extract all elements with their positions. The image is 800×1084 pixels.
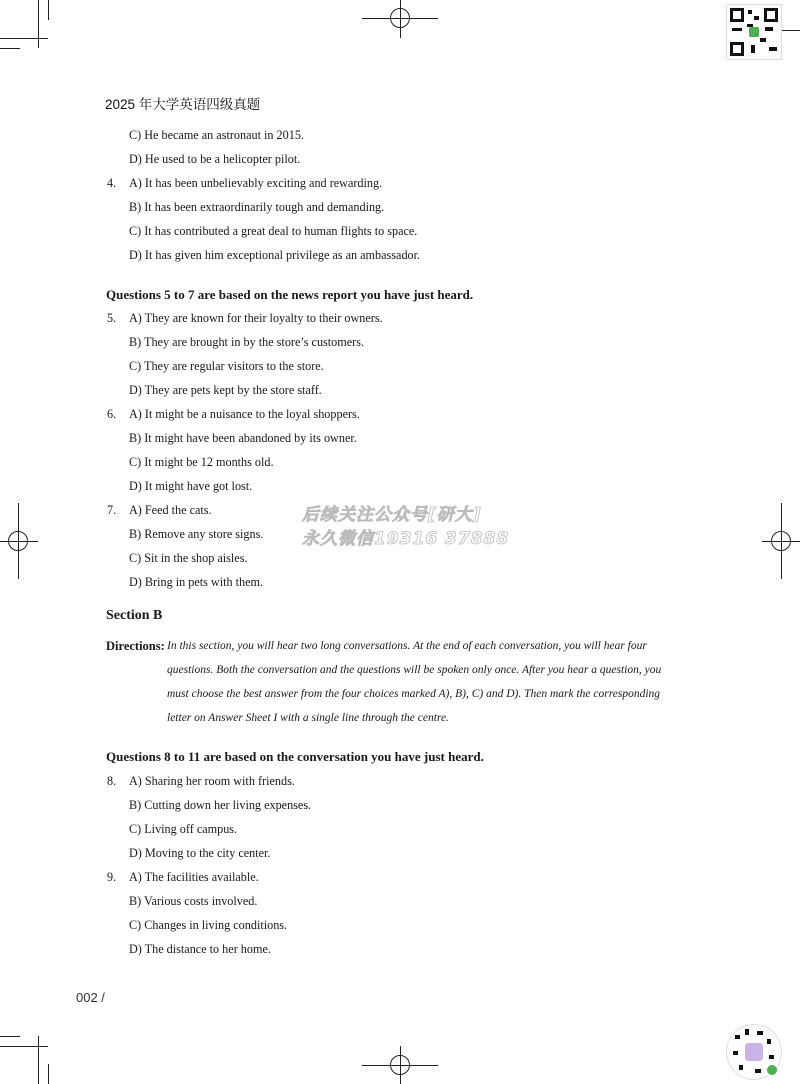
option-9d: D) The distance to her home.: [129, 942, 271, 956]
qr-code-bottom: [726, 1024, 782, 1080]
option-9b: B) Various costs involved.: [129, 894, 258, 908]
question-number-9: 9.: [107, 870, 117, 884]
option-7a: A) Feed the cats.: [129, 503, 212, 517]
option-4c: C) It has contributed a great deal to human flights to space.: [129, 224, 418, 238]
questions-8-11-heading: Questions 8 to 11 are based on the conversation you have just heard.: [106, 749, 484, 764]
option-7d: D) Bring in pets with them.: [129, 575, 264, 589]
option-8b: B) Cutting down her living expenses.: [129, 798, 312, 812]
option-6b: B) It might have been abandoned by its owner.: [129, 431, 357, 445]
question-number-6: 6.: [107, 407, 117, 421]
watermark-line-2: 永久微信19316 37888: [302, 529, 510, 549]
option-8a: A) Sharing her room with friends.: [129, 774, 295, 788]
question-number-8: 8.: [107, 774, 117, 788]
directions-line-2: questions. Both the conversation and the questions will be spoken only once. After you hear a question, you: [167, 664, 662, 676]
option-6a: A) It might be a nuisance to the loyal shoppers.: [129, 407, 360, 421]
option-6d: D) It might have got lost.: [129, 479, 253, 493]
option-5c: C) They are regular visitors to the store.: [129, 359, 324, 373]
option-3c: C) He became an astronaut in 2015.: [129, 128, 304, 142]
question-number-5: 5.: [107, 311, 117, 325]
option-4d: D) It has given him exceptional privilege as an ambassador.: [129, 248, 421, 262]
option-8c: C) Living off campus.: [129, 822, 238, 836]
questions-5-7-heading: Questions 5 to 7 are based on the news report you have just heard.: [106, 287, 474, 302]
option-5d: D) They are pets kept by the store staff.: [129, 383, 322, 397]
directions-line-3: must choose the best answer from the four choices marked A), B), C) and D). Then mark the corresponding: [167, 688, 661, 700]
qr-code-top: [726, 4, 782, 60]
directions-line-4: letter on Answer Sheet I with a single line through the centre.: [167, 712, 449, 724]
option-5a: A) They are known for their loyalty to their owners.: [129, 311, 383, 325]
section-b-title: Section B: [106, 608, 163, 623]
watermark-line-1: 后续关注公众号[研大]: [302, 505, 482, 525]
option-7b: B) Remove any store signs.: [129, 527, 264, 541]
option-9a: A) The facilities available.: [129, 870, 259, 884]
option-6c: C) It might be 12 months old.: [129, 455, 274, 469]
option-3d: D) He used to be a helicopter pilot.: [129, 152, 301, 166]
directions-line-1: In this section, you will hear two long conversations. At the end of each conversation, you will hear four: [167, 640, 647, 652]
directions-label: Directions:: [106, 639, 165, 653]
option-7c: C) Sit in the shop aisles.: [129, 551, 248, 565]
page-header-title: 2025 年大学英语四级真题: [105, 97, 261, 112]
option-5b: B) They are brought in by the store’s customers.: [129, 335, 365, 349]
option-4a: A) It has been unbelievably exciting and rewarding.: [129, 176, 383, 190]
option-9c: C) Changes in living conditions.: [129, 918, 288, 932]
page-number: 002 /: [76, 990, 105, 1005]
question-number-7: 7.: [107, 503, 117, 517]
option-4b: B) It has been extraordinarily tough and demanding.: [129, 200, 385, 214]
option-8d: D) Moving to the city center.: [129, 846, 271, 860]
question-number-4: 4.: [107, 176, 117, 190]
